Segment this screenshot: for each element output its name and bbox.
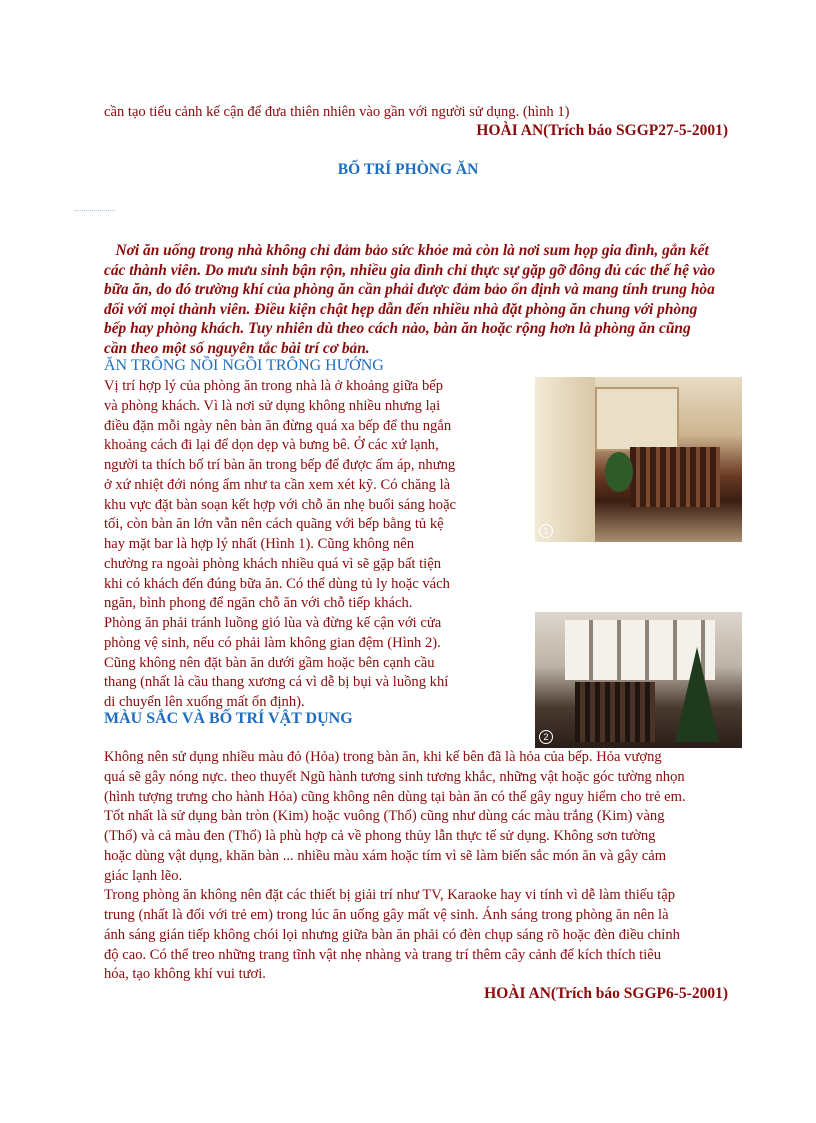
text-line: cần theo một số nguyên tắc bài trí cơ bản. [104, 339, 370, 357]
text-line: Nơi ăn uống trong nhà không chỉ đảm bảo sức khỏe mà còn là nơi sum họp gia đình, gắn kết [104, 242, 709, 259]
text-line: khu vực đặt bàn soạn kết hợp với chỗ ăn nhẹ buổi sáng hoặc [104, 496, 457, 513]
photo-number-2: 2 [539, 730, 553, 744]
article-title: BỐ TRÍ PHÒNG ĂN [337, 161, 479, 178]
section2-heading: MÀU SẮC VÀ BỐ TRÍ VẬT DỤNG [104, 710, 353, 727]
text-line: người ta thích bố trí bàn ăn trong bếp để được ấm áp, nhưng [104, 457, 456, 473]
text-line: trung (nhất là đối với trẻ em) trong lúc ăn uống gây mất vệ sinh. Ánh sáng trong phòng ăn nên là [104, 907, 669, 923]
text-line: Tốt nhất là sử dụng bàn tròn (Kim) hoặc vuông (Thổ) cũng như dùng các màu trắng (Kim) vàng [104, 808, 665, 825]
section1-body [104, 377, 456, 713]
signature-1: HOÀI AN(Trích báo SGGP27-5-2001) [476, 122, 728, 139]
text-line: bếp hay phòng khách. Tuy nhiên dù theo cách nào, bàn ăn hoặc rộng hơn là phòng ăn cũng [104, 320, 691, 337]
text-line: phòng vệ sinh, nếu có phải làm không gian đệm (Hình 2). [104, 634, 441, 651]
text-line: (hình tượng trưng cho hành Hỏa) cũng không nên dùng tại bàn ăn có thể gây nguy hiểm cho trẻ em. [104, 788, 686, 805]
photo-dining-room-1 [535, 377, 742, 542]
text-line: Không nên sử dụng nhiều màu đỏ (Hỏa) trong bàn ăn, khi kế bên đã là hỏa của bếp. Hỏa vượng [104, 749, 662, 765]
text-line: ở xứ nhiệt đới nóng ẩm như ta cần xem xét kỹ. Có chăng là [104, 476, 451, 493]
section2-body [104, 748, 686, 985]
text-line: chường ra ngoài phòng khách nhiều quá vì sẽ gặp bất tiện [104, 555, 442, 572]
text-line: điều đặn mỗi ngày nên bàn ăn đừng quá xa bếp để thu ngắn [104, 417, 452, 434]
intro-paragraph [104, 241, 715, 358]
text-line: bữa ăn, do đó trường khí của phòng ăn cần phải được đảm bảo ổn định và mang tính trung hòa [104, 281, 715, 298]
top-line: cần tạo tiểu cảnh kế cận để đưa thiên nhiên vào gần với người sử dụng. (hình 1) [104, 104, 570, 120]
text-line: di chuyển lên xuống mất ổn định). [104, 694, 305, 710]
text-line: Trong phòng ăn không nên đặt các thiết bị giải trí như TV, Karaoke hay vi tính vì dễ làm thiếu tập [104, 887, 676, 904]
text-line: và phòng khách. Vì là nơi sử dụng không nhiều nhưng lại [104, 397, 441, 414]
text-line: hóa, tạo không khí vui tươi. [104, 966, 266, 983]
text-line: Vị trí hợp lý của phòng ăn trong nhà là ở khoảng giữa bếp [104, 378, 444, 394]
text-line: Phòng ăn phải tránh luồng gió lùa và đừng kế cận với cửa [104, 615, 442, 631]
signature-2: HOÀI AN(Trích báo SGGP6-5-2001) [484, 985, 728, 1002]
text-line: (Thổ) và cả màu đen (Thổ) là phù hợp cả về phong thủy lẫn thực tế sử dụng. Không sơn tường [104, 828, 656, 844]
text-line: đối với mọi thành viên. Điều kiện chật hẹp dẫn đến nhiều nhà đặt phòng ăn chung với phòng [104, 300, 698, 318]
text-line: thang (nhất là cầu thang xương cá vì dễ bị bụi và luồng khí [104, 674, 449, 691]
text-line: các thành viên. Do mưu sinh bận rộn, nhiều gia đình chỉ thực sự gặp gỡ đông đủ các thế hệ vào [104, 261, 716, 279]
text-line: quá sẽ gây nóng nực. theo thuyết Ngũ hành tương sinh tương khắc, những vật hoặc góc tường nhọn [104, 768, 685, 785]
text-line: ngăn, bình phong để ngăn chỗ ăn với chỗ tiếp khách. [104, 595, 413, 612]
section1-heading: ĂN TRÔNG NỒI NGỒI TRÔNG HƯỚNG [104, 357, 384, 374]
text-line: Cũng không nên đặt bàn ăn dưới gầm hoặc bên cạnh cầu [104, 654, 435, 671]
photo-dining-room-2 [535, 612, 742, 748]
text-line: ánh sáng gián tiếp không chói lọi nhưng giữa bàn ăn phải có đèn chụp sáng rõ hoặc đèn điều chỉnh [104, 926, 680, 943]
text-line: khoảng cách đi lại để dọn dẹp và bưng bê. Ở các xứ lạnh, [104, 437, 439, 454]
text-line: hay mặt bar là hợp lý nhất (Hình 1). Cũng không nên [104, 536, 415, 552]
text-line: hoặc dùng vật dụng, khăn bàn ... nhiều màu xám hoặc tím vì sẽ làm biến sắc món ăn và gây cảm [104, 847, 667, 864]
text-line: tối, còn bàn ăn lớn vẫn nên cách quãng với bếp bằng tủ kệ [104, 516, 444, 533]
photo-number-1: 1 [539, 524, 553, 538]
text-line: khi có khách đến đúng bữa ăn. Có thể dùng tủ ly hoặc vách [104, 575, 450, 592]
text-line: độ cao. Có thể treo những trang tĩnh vật nhẹ nhàng và trang trí thêm cây cảnh để kích thích tiêu [104, 946, 662, 963]
dotted-divider [75, 210, 115, 211]
text-line: giác lạnh lẽo. [104, 867, 183, 884]
